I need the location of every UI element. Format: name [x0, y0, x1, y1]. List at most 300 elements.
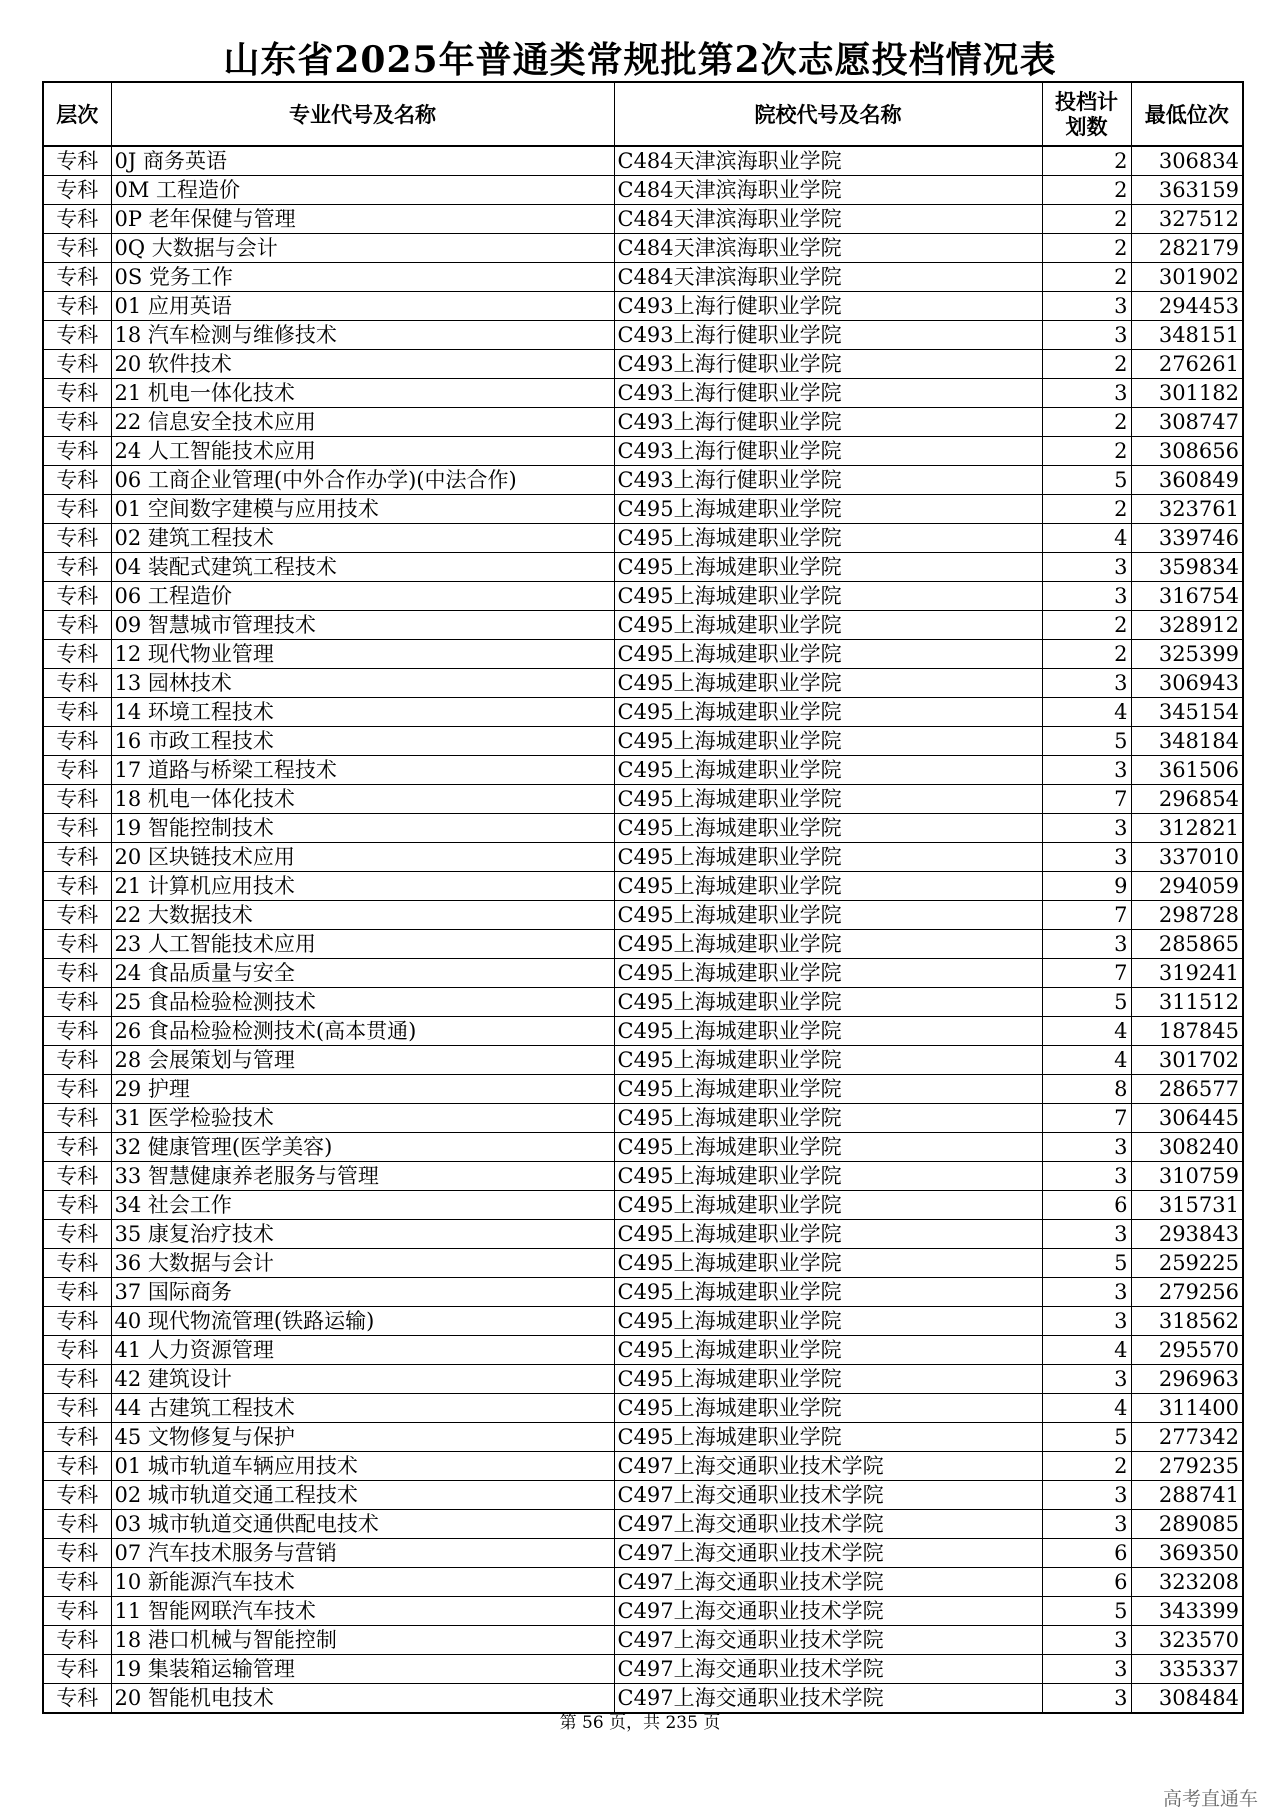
- admission-table: [42, 81, 1244, 1714]
- cell-school: C495上海城建职业学院: [614, 669, 1042, 698]
- cell-school: C497上海交通职业技术学院: [614, 1655, 1042, 1684]
- cell-plan: 4: [1042, 1394, 1131, 1423]
- cell-level: 专科: [43, 988, 111, 1017]
- table-row: [43, 1568, 1243, 1597]
- cell-school: C497上海交通职业技术学院: [614, 1568, 1042, 1597]
- cell-level: 专科: [43, 321, 111, 350]
- table-header-row: [43, 82, 1243, 146]
- cell-level: 专科: [43, 1133, 111, 1162]
- table-row: [43, 1278, 1243, 1307]
- cell-rank: 296854: [1131, 785, 1243, 814]
- table-row: [43, 640, 1243, 669]
- table-row: [43, 1452, 1243, 1481]
- cell-rank: 286577: [1131, 1075, 1243, 1104]
- cell-rank: 282179: [1131, 234, 1243, 263]
- cell-school: C484天津滨海职业学院: [614, 234, 1042, 263]
- cell-school: C493上海行健职业学院: [614, 437, 1042, 466]
- table-row: [43, 1510, 1243, 1539]
- header-level: 层次: [43, 82, 111, 146]
- table-row: [43, 1481, 1243, 1510]
- cell-rank: 306834: [1131, 146, 1243, 176]
- cell-major: 25 食品检验检测技术: [111, 988, 614, 1017]
- cell-level: 专科: [43, 959, 111, 988]
- cell-level: 专科: [43, 669, 111, 698]
- cell-major: 21 计算机应用技术: [111, 872, 614, 901]
- cell-level: 专科: [43, 524, 111, 553]
- cell-level: 专科: [43, 1104, 111, 1133]
- cell-school: C495上海城建职业学院: [614, 872, 1042, 901]
- cell-plan: 7: [1042, 1104, 1131, 1133]
- header-plan: [1042, 82, 1131, 146]
- table-row: [43, 1220, 1243, 1249]
- table-row: [43, 350, 1243, 379]
- cell-plan: 7: [1042, 785, 1131, 814]
- cell-school: C497上海交通职业技术学院: [614, 1539, 1042, 1568]
- cell-major: 01 空间数字建模与应用技术: [111, 495, 614, 524]
- cell-major: 10 新能源汽车技术: [111, 1568, 614, 1597]
- cell-level: 专科: [43, 756, 111, 785]
- cell-major: 41 人力资源管理: [111, 1336, 614, 1365]
- cell-school: C495上海城建职业学院: [614, 843, 1042, 872]
- cell-level: 专科: [43, 495, 111, 524]
- cell-major: 26 食品检验检测技术(高本贯通): [111, 1017, 614, 1046]
- cell-plan: 3: [1042, 1278, 1131, 1307]
- cell-plan: 4: [1042, 1017, 1131, 1046]
- cell-rank: 361506: [1131, 756, 1243, 785]
- cell-rank: 315731: [1131, 1191, 1243, 1220]
- cell-plan: 4: [1042, 698, 1131, 727]
- table-row: [43, 1249, 1243, 1278]
- cell-rank: 316754: [1131, 582, 1243, 611]
- cell-level: 专科: [43, 1539, 111, 1568]
- cell-plan: 3: [1042, 1220, 1131, 1249]
- cell-major: 02 城市轨道交通工程技术: [111, 1481, 614, 1510]
- table-row: [43, 1162, 1243, 1191]
- cell-rank: 294059: [1131, 872, 1243, 901]
- cell-level: 专科: [43, 1684, 111, 1714]
- cell-plan: 5: [1042, 988, 1131, 1017]
- cell-rank: 306943: [1131, 669, 1243, 698]
- cell-rank: 295570: [1131, 1336, 1243, 1365]
- table-row: [43, 901, 1243, 930]
- cell-plan: 6: [1042, 1191, 1131, 1220]
- cell-level: 专科: [43, 901, 111, 930]
- cell-school: C493上海行健职业学院: [614, 466, 1042, 495]
- cell-school: C484天津滨海职业学院: [614, 205, 1042, 234]
- cell-level: 专科: [43, 640, 111, 669]
- cell-school: C484天津滨海职业学院: [614, 176, 1042, 205]
- table-row: [43, 1046, 1243, 1075]
- cell-level: 专科: [43, 1017, 111, 1046]
- cell-major: 20 区块链技术应用: [111, 843, 614, 872]
- cell-school: C495上海城建职业学院: [614, 1423, 1042, 1452]
- cell-plan: 6: [1042, 1568, 1131, 1597]
- table-row: [43, 1133, 1243, 1162]
- cell-rank: 335337: [1131, 1655, 1243, 1684]
- cell-plan: 2: [1042, 263, 1131, 292]
- table-row: [43, 582, 1243, 611]
- cell-rank: 327512: [1131, 205, 1243, 234]
- cell-level: 专科: [43, 466, 111, 495]
- cell-rank: 288741: [1131, 1481, 1243, 1510]
- cell-rank: 308240: [1131, 1133, 1243, 1162]
- cell-school: C493上海行健职业学院: [614, 321, 1042, 350]
- cell-level: 专科: [43, 1278, 111, 1307]
- cell-rank: 276261: [1131, 350, 1243, 379]
- cell-plan: 3: [1042, 1162, 1131, 1191]
- cell-level: 专科: [43, 582, 111, 611]
- cell-rank: 360849: [1131, 466, 1243, 495]
- table-row: [43, 495, 1243, 524]
- cell-plan: 3: [1042, 321, 1131, 350]
- cell-plan: 5: [1042, 727, 1131, 756]
- cell-level: 专科: [43, 292, 111, 321]
- table-row: [43, 263, 1243, 292]
- cell-plan: 3: [1042, 1655, 1131, 1684]
- cell-rank: 348184: [1131, 727, 1243, 756]
- cell-major: 35 康复治疗技术: [111, 1220, 614, 1249]
- cell-rank: 308484: [1131, 1684, 1243, 1714]
- cell-level: 专科: [43, 1220, 111, 1249]
- table-row: [43, 1191, 1243, 1220]
- cell-level: 专科: [43, 814, 111, 843]
- cell-level: 专科: [43, 1626, 111, 1655]
- cell-plan: 3: [1042, 379, 1131, 408]
- cell-school: C495上海城建职业学院: [614, 698, 1042, 727]
- table-row: [43, 1365, 1243, 1394]
- table-row: [43, 437, 1243, 466]
- table-row: [43, 234, 1243, 263]
- cell-major: 24 食品质量与安全: [111, 959, 614, 988]
- cell-major: 40 现代物流管理(铁路运输): [111, 1307, 614, 1336]
- cell-plan: 4: [1042, 524, 1131, 553]
- cell-rank: 259225: [1131, 1249, 1243, 1278]
- cell-major: 04 装配式建筑工程技术: [111, 553, 614, 582]
- cell-major: 22 大数据技术: [111, 901, 614, 930]
- table-row: [43, 1394, 1243, 1423]
- cell-level: 专科: [43, 698, 111, 727]
- cell-major: 45 文物修复与保护: [111, 1423, 614, 1452]
- cell-major: 03 城市轨道交通供配电技术: [111, 1510, 614, 1539]
- cell-major: 0Q 大数据与会计: [111, 234, 614, 263]
- cell-level: 专科: [43, 727, 111, 756]
- table-row: [43, 1017, 1243, 1046]
- table-row: [43, 1539, 1243, 1568]
- cell-rank: 298728: [1131, 901, 1243, 930]
- cell-plan: 5: [1042, 466, 1131, 495]
- cell-school: C495上海城建职业学院: [614, 611, 1042, 640]
- cell-plan: 2: [1042, 437, 1131, 466]
- cell-major: 13 园林技术: [111, 669, 614, 698]
- cell-school: C495上海城建职业学院: [614, 959, 1042, 988]
- cell-rank: 318562: [1131, 1307, 1243, 1336]
- cell-school: C495上海城建职业学院: [614, 1075, 1042, 1104]
- cell-major: 19 智能控制技术: [111, 814, 614, 843]
- table-row: [43, 930, 1243, 959]
- cell-school: C495上海城建职业学院: [614, 1394, 1042, 1423]
- cell-major: 33 智慧健康养老服务与管理: [111, 1162, 614, 1191]
- cell-major: 24 人工智能技术应用: [111, 437, 614, 466]
- cell-school: C495上海城建职业学院: [614, 1336, 1042, 1365]
- cell-level: 专科: [43, 176, 111, 205]
- cell-rank: 328912: [1131, 611, 1243, 640]
- table-row: [43, 785, 1243, 814]
- table-row: [43, 321, 1243, 350]
- cell-rank: 279256: [1131, 1278, 1243, 1307]
- cell-level: 专科: [43, 1336, 111, 1365]
- cell-level: 专科: [43, 1046, 111, 1075]
- table-row: [43, 1307, 1243, 1336]
- cell-level: 专科: [43, 872, 111, 901]
- cell-rank: 277342: [1131, 1423, 1243, 1452]
- cell-major: 32 健康管理(医学美容): [111, 1133, 614, 1162]
- cell-major: 18 机电一体化技术: [111, 785, 614, 814]
- cell-level: 专科: [43, 785, 111, 814]
- cell-school: C495上海城建职业学院: [614, 1017, 1042, 1046]
- cell-major: 0S 党务工作: [111, 263, 614, 292]
- cell-rank: 323208: [1131, 1568, 1243, 1597]
- cell-level: 专科: [43, 1191, 111, 1220]
- cell-rank: 343399: [1131, 1597, 1243, 1626]
- cell-school: C495上海城建职业学院: [614, 988, 1042, 1017]
- cell-rank: 301902: [1131, 263, 1243, 292]
- cell-rank: 187845: [1131, 1017, 1243, 1046]
- cell-plan: 3: [1042, 1365, 1131, 1394]
- cell-plan: 2: [1042, 350, 1131, 379]
- cell-plan: 2: [1042, 495, 1131, 524]
- cell-level: 专科: [43, 205, 111, 234]
- table-row: [43, 524, 1243, 553]
- cell-rank: 301702: [1131, 1046, 1243, 1075]
- cell-rank: 308747: [1131, 408, 1243, 437]
- cell-school: C495上海城建职业学院: [614, 1278, 1042, 1307]
- cell-plan: 3: [1042, 292, 1131, 321]
- cell-rank: 323570: [1131, 1626, 1243, 1655]
- cell-rank: 296963: [1131, 1365, 1243, 1394]
- table-row: [43, 1104, 1243, 1133]
- table-body: [43, 146, 1243, 1713]
- cell-level: 专科: [43, 1597, 111, 1626]
- cell-school: C495上海城建职业学院: [614, 756, 1042, 785]
- cell-level: 专科: [43, 263, 111, 292]
- cell-plan: 3: [1042, 930, 1131, 959]
- cell-plan: 4: [1042, 1046, 1131, 1075]
- cell-major: 02 建筑工程技术: [111, 524, 614, 553]
- cell-plan: 3: [1042, 1307, 1131, 1336]
- cell-school: C495上海城建职业学院: [614, 1365, 1042, 1394]
- cell-major: 07 汽车技术服务与营销: [111, 1539, 614, 1568]
- cell-school: C497上海交通职业技术学院: [614, 1510, 1042, 1539]
- cell-plan: 5: [1042, 1597, 1131, 1626]
- cell-level: 专科: [43, 1452, 111, 1481]
- cell-plan: 8: [1042, 1075, 1131, 1104]
- table-row: [43, 408, 1243, 437]
- header-rank: 最低位次: [1131, 82, 1243, 146]
- cell-school: C495上海城建职业学院: [614, 1162, 1042, 1191]
- cell-school: C495上海城建职业学院: [614, 901, 1042, 930]
- cell-plan: 3: [1042, 814, 1131, 843]
- table-row: [43, 205, 1243, 234]
- cell-plan: 7: [1042, 901, 1131, 930]
- cell-major: 34 社会工作: [111, 1191, 614, 1220]
- cell-plan: 3: [1042, 1684, 1131, 1714]
- cell-level: 专科: [43, 408, 111, 437]
- cell-rank: 312821: [1131, 814, 1243, 843]
- table-row: [43, 843, 1243, 872]
- cell-rank: 339746: [1131, 524, 1243, 553]
- cell-plan: 2: [1042, 408, 1131, 437]
- table-row: [43, 292, 1243, 321]
- cell-level: 专科: [43, 1655, 111, 1684]
- cell-major: 29 护理: [111, 1075, 614, 1104]
- cell-major: 28 会展策划与管理: [111, 1046, 614, 1075]
- table-row: [43, 1655, 1243, 1684]
- cell-school: C495上海城建职业学院: [614, 930, 1042, 959]
- cell-rank: 293843: [1131, 1220, 1243, 1249]
- cell-rank: 348151: [1131, 321, 1243, 350]
- cell-level: 专科: [43, 1162, 111, 1191]
- cell-level: 专科: [43, 146, 111, 176]
- cell-major: 37 国际商务: [111, 1278, 614, 1307]
- table-row: [43, 959, 1243, 988]
- cell-plan: 3: [1042, 1626, 1131, 1655]
- cell-major: 44 古建筑工程技术: [111, 1394, 614, 1423]
- cell-rank: 359834: [1131, 553, 1243, 582]
- cell-plan: 2: [1042, 205, 1131, 234]
- cell-plan: 5: [1042, 1423, 1131, 1452]
- cell-level: 专科: [43, 350, 111, 379]
- cell-school: C497上海交通职业技术学院: [614, 1452, 1042, 1481]
- cell-major: 42 建筑设计: [111, 1365, 614, 1394]
- cell-level: 专科: [43, 234, 111, 263]
- table-row: [43, 379, 1243, 408]
- cell-rank: 337010: [1131, 843, 1243, 872]
- cell-level: 专科: [43, 553, 111, 582]
- cell-rank: 325399: [1131, 640, 1243, 669]
- page-footer: 第 56 页，共 235 页: [559, 1713, 721, 1733]
- cell-school: C495上海城建职业学院: [614, 814, 1042, 843]
- cell-major: 36 大数据与会计: [111, 1249, 614, 1278]
- cell-major: 19 集装箱运输管理: [111, 1655, 614, 1684]
- cell-major: 17 道路与桥梁工程技术: [111, 756, 614, 785]
- cell-major: 11 智能网联汽车技术: [111, 1597, 614, 1626]
- cell-level: 专科: [43, 437, 111, 466]
- cell-plan: 3: [1042, 1481, 1131, 1510]
- cell-school: C495上海城建职业学院: [614, 582, 1042, 611]
- cell-school: C493上海行健职业学院: [614, 408, 1042, 437]
- cell-major: 0M 工程造价: [111, 176, 614, 205]
- cell-plan: 2: [1042, 234, 1131, 263]
- cell-school: C497上海交通职业技术学院: [614, 1481, 1042, 1510]
- cell-school: C493上海行健职业学院: [614, 350, 1042, 379]
- watermark: 高考直通车: [1162, 1788, 1258, 1810]
- cell-major: 06 工程造价: [111, 582, 614, 611]
- cell-rank: 323761: [1131, 495, 1243, 524]
- table-row: [43, 1423, 1243, 1452]
- cell-major: 21 机电一体化技术: [111, 379, 614, 408]
- cell-major: 0J 商务英语: [111, 146, 614, 176]
- cell-major: 09 智慧城市管理技术: [111, 611, 614, 640]
- table-row: [43, 669, 1243, 698]
- cell-school: C495上海城建职业学院: [614, 785, 1042, 814]
- cell-level: 专科: [43, 1568, 111, 1597]
- cell-level: 专科: [43, 1510, 111, 1539]
- cell-rank: 319241: [1131, 959, 1243, 988]
- table-row: [43, 756, 1243, 785]
- cell-rank: 311400: [1131, 1394, 1243, 1423]
- table-row: [43, 1626, 1243, 1655]
- cell-school: C495上海城建职业学院: [614, 1133, 1042, 1162]
- cell-plan: 3: [1042, 1133, 1131, 1162]
- table-row: [43, 727, 1243, 756]
- cell-major: 31 医学检验技术: [111, 1104, 614, 1133]
- cell-major: 22 信息安全技术应用: [111, 408, 614, 437]
- cell-school: C493上海行健职业学院: [614, 379, 1042, 408]
- header-major: 专业代号及名称: [111, 82, 614, 146]
- cell-rank: 306445: [1131, 1104, 1243, 1133]
- cell-plan: 7: [1042, 959, 1131, 988]
- cell-rank: 289085: [1131, 1510, 1243, 1539]
- table-row: [43, 146, 1243, 176]
- cell-level: 专科: [43, 843, 111, 872]
- cell-school: C495上海城建职业学院: [614, 524, 1042, 553]
- cell-plan: 9: [1042, 872, 1131, 901]
- cell-level: 专科: [43, 1365, 111, 1394]
- cell-major: 18 港口机械与智能控制: [111, 1626, 614, 1655]
- table-row: [43, 814, 1243, 843]
- cell-major: 06 工商企业管理(中外合作办学)(中法合作): [111, 466, 614, 495]
- cell-rank: 294453: [1131, 292, 1243, 321]
- cell-level: 专科: [43, 1481, 111, 1510]
- table-row: [43, 466, 1243, 495]
- cell-school: C493上海行健职业学院: [614, 292, 1042, 321]
- cell-plan: 2: [1042, 640, 1131, 669]
- cell-plan: 3: [1042, 669, 1131, 698]
- cell-plan: 3: [1042, 553, 1131, 582]
- cell-major: 01 应用英语: [111, 292, 614, 321]
- cell-plan: 2: [1042, 1452, 1131, 1481]
- table-row: [43, 611, 1243, 640]
- cell-rank: 285865: [1131, 930, 1243, 959]
- header-school: 院校代号及名称: [614, 82, 1042, 146]
- cell-major: 18 汽车检测与维修技术: [111, 321, 614, 350]
- cell-level: 专科: [43, 1394, 111, 1423]
- cell-level: 专科: [43, 379, 111, 408]
- header-plan-line2: 划数: [1065, 114, 1108, 139]
- cell-plan: 3: [1042, 843, 1131, 872]
- page-title: 山东省2025年普通类常规批第2次志愿投档情况表: [223, 39, 1057, 81]
- cell-plan: 6: [1042, 1539, 1131, 1568]
- cell-school: C495上海城建职业学院: [614, 495, 1042, 524]
- cell-school: C484天津滨海职业学院: [614, 146, 1042, 176]
- cell-school: C495上海城建职业学院: [614, 640, 1042, 669]
- cell-school: C497上海交通职业技术学院: [614, 1626, 1042, 1655]
- cell-plan: 2: [1042, 611, 1131, 640]
- table-row: [43, 698, 1243, 727]
- table-row: [43, 988, 1243, 1017]
- cell-school: C495上海城建职业学院: [614, 1046, 1042, 1075]
- cell-level: 专科: [43, 611, 111, 640]
- cell-school: C495上海城建职业学院: [614, 553, 1042, 582]
- cell-school: C495上海城建职业学院: [614, 1104, 1042, 1133]
- cell-level: 专科: [43, 1249, 111, 1278]
- header-plan-line1: 投档计: [1055, 89, 1118, 114]
- table-row: [43, 1075, 1243, 1104]
- cell-plan: 3: [1042, 582, 1131, 611]
- cell-school: C484天津滨海职业学院: [614, 263, 1042, 292]
- cell-level: 专科: [43, 1423, 111, 1452]
- cell-school: C495上海城建职业学院: [614, 1191, 1042, 1220]
